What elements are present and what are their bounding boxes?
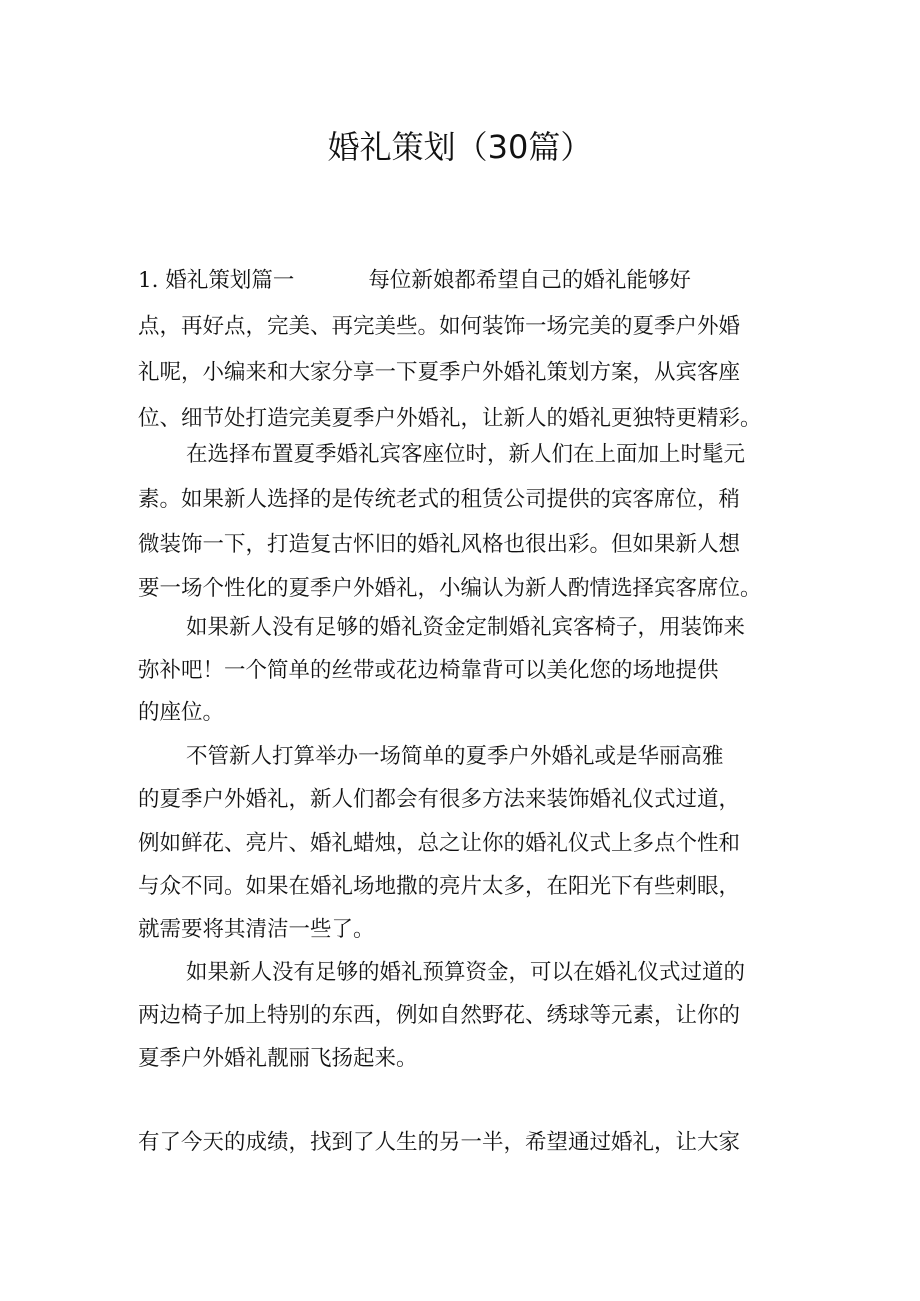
paragraph-line: 在选择布置夏季婚礼宾客座位时，新人们在上面加上时髦元 xyxy=(186,442,746,467)
paragraph-line: 的夏季户外婚礼，新人们都会有很多方法来装饰婚礼仪式过道， xyxy=(138,787,741,812)
paragraph-line: 每位新娘都希望自己的婚礼能够好 xyxy=(368,268,691,293)
paragraph-line: 礼呢，小编来和大家分享一下夏季户外婚礼策划方案，从宾客座 xyxy=(138,360,741,385)
paragraph-line: 两边椅子加上特别的东西，例如自然野花、绣球等元素，让你的 xyxy=(138,1003,741,1028)
paragraph-line: 夏季户外婚礼靓丽飞扬起来。 xyxy=(138,1046,418,1071)
paragraph-line: 不管新人打算举办一场简单的夏季户外婚礼或是华丽高雅 xyxy=(186,744,724,769)
paragraph-line: 如果新人没有足够的婚礼预算资金，可以在婚礼仪式过道的 xyxy=(186,960,746,985)
paragraph-line: 如果新人没有足够的婚礼资金定制婚礼宾客椅子，用装饰来 xyxy=(186,615,746,640)
paragraph-line: 与众不同。如果在婚礼场地撒的亮片太多，在阳光下有些刺眼， xyxy=(138,874,741,899)
page-title: 婚礼策划（30篇） xyxy=(327,128,593,166)
paragraph-line: 弥补吧！一个简单的丝带或花边椅靠背可以美化您的场地提供 xyxy=(138,658,719,683)
paragraph-line: 的座位。 xyxy=(138,700,225,725)
paragraph-line: 位、细节处打造完美夏季户外婚礼，让新人的婚礼更独特更精彩。 xyxy=(138,406,762,431)
paragraph-line: 素。如果新人选择的是传统老式的租赁公司提供的宾客席位，稍 xyxy=(138,487,741,512)
paragraph-line: 有了今天的成绩，找到了人生的另一半，希望通过婚礼，让大家 xyxy=(138,1130,741,1155)
paragraph-line: 要一场个性化的夏季户外婚礼，小编认为新人酌情选择宾客席位。 xyxy=(138,576,762,601)
section-heading: 1. 婚礼策划篇一 xyxy=(138,268,295,293)
section-heading-line xyxy=(138,262,798,300)
paragraph-line: 微装饰一下，打造复古怀旧的婚礼风格也很出彩。但如果新人想 xyxy=(138,532,741,557)
paragraph-line: 就需要将其清洁一些了。 xyxy=(138,917,375,942)
paragraph-line: 点，再好点，完美、再完美些。如何装饰一场完美的夏季户外婚 xyxy=(138,314,741,339)
paragraph-line: 例如鲜花、亮片、婚礼蜡烛，总之让你的婚礼仪式上多点个性和 xyxy=(138,831,741,856)
